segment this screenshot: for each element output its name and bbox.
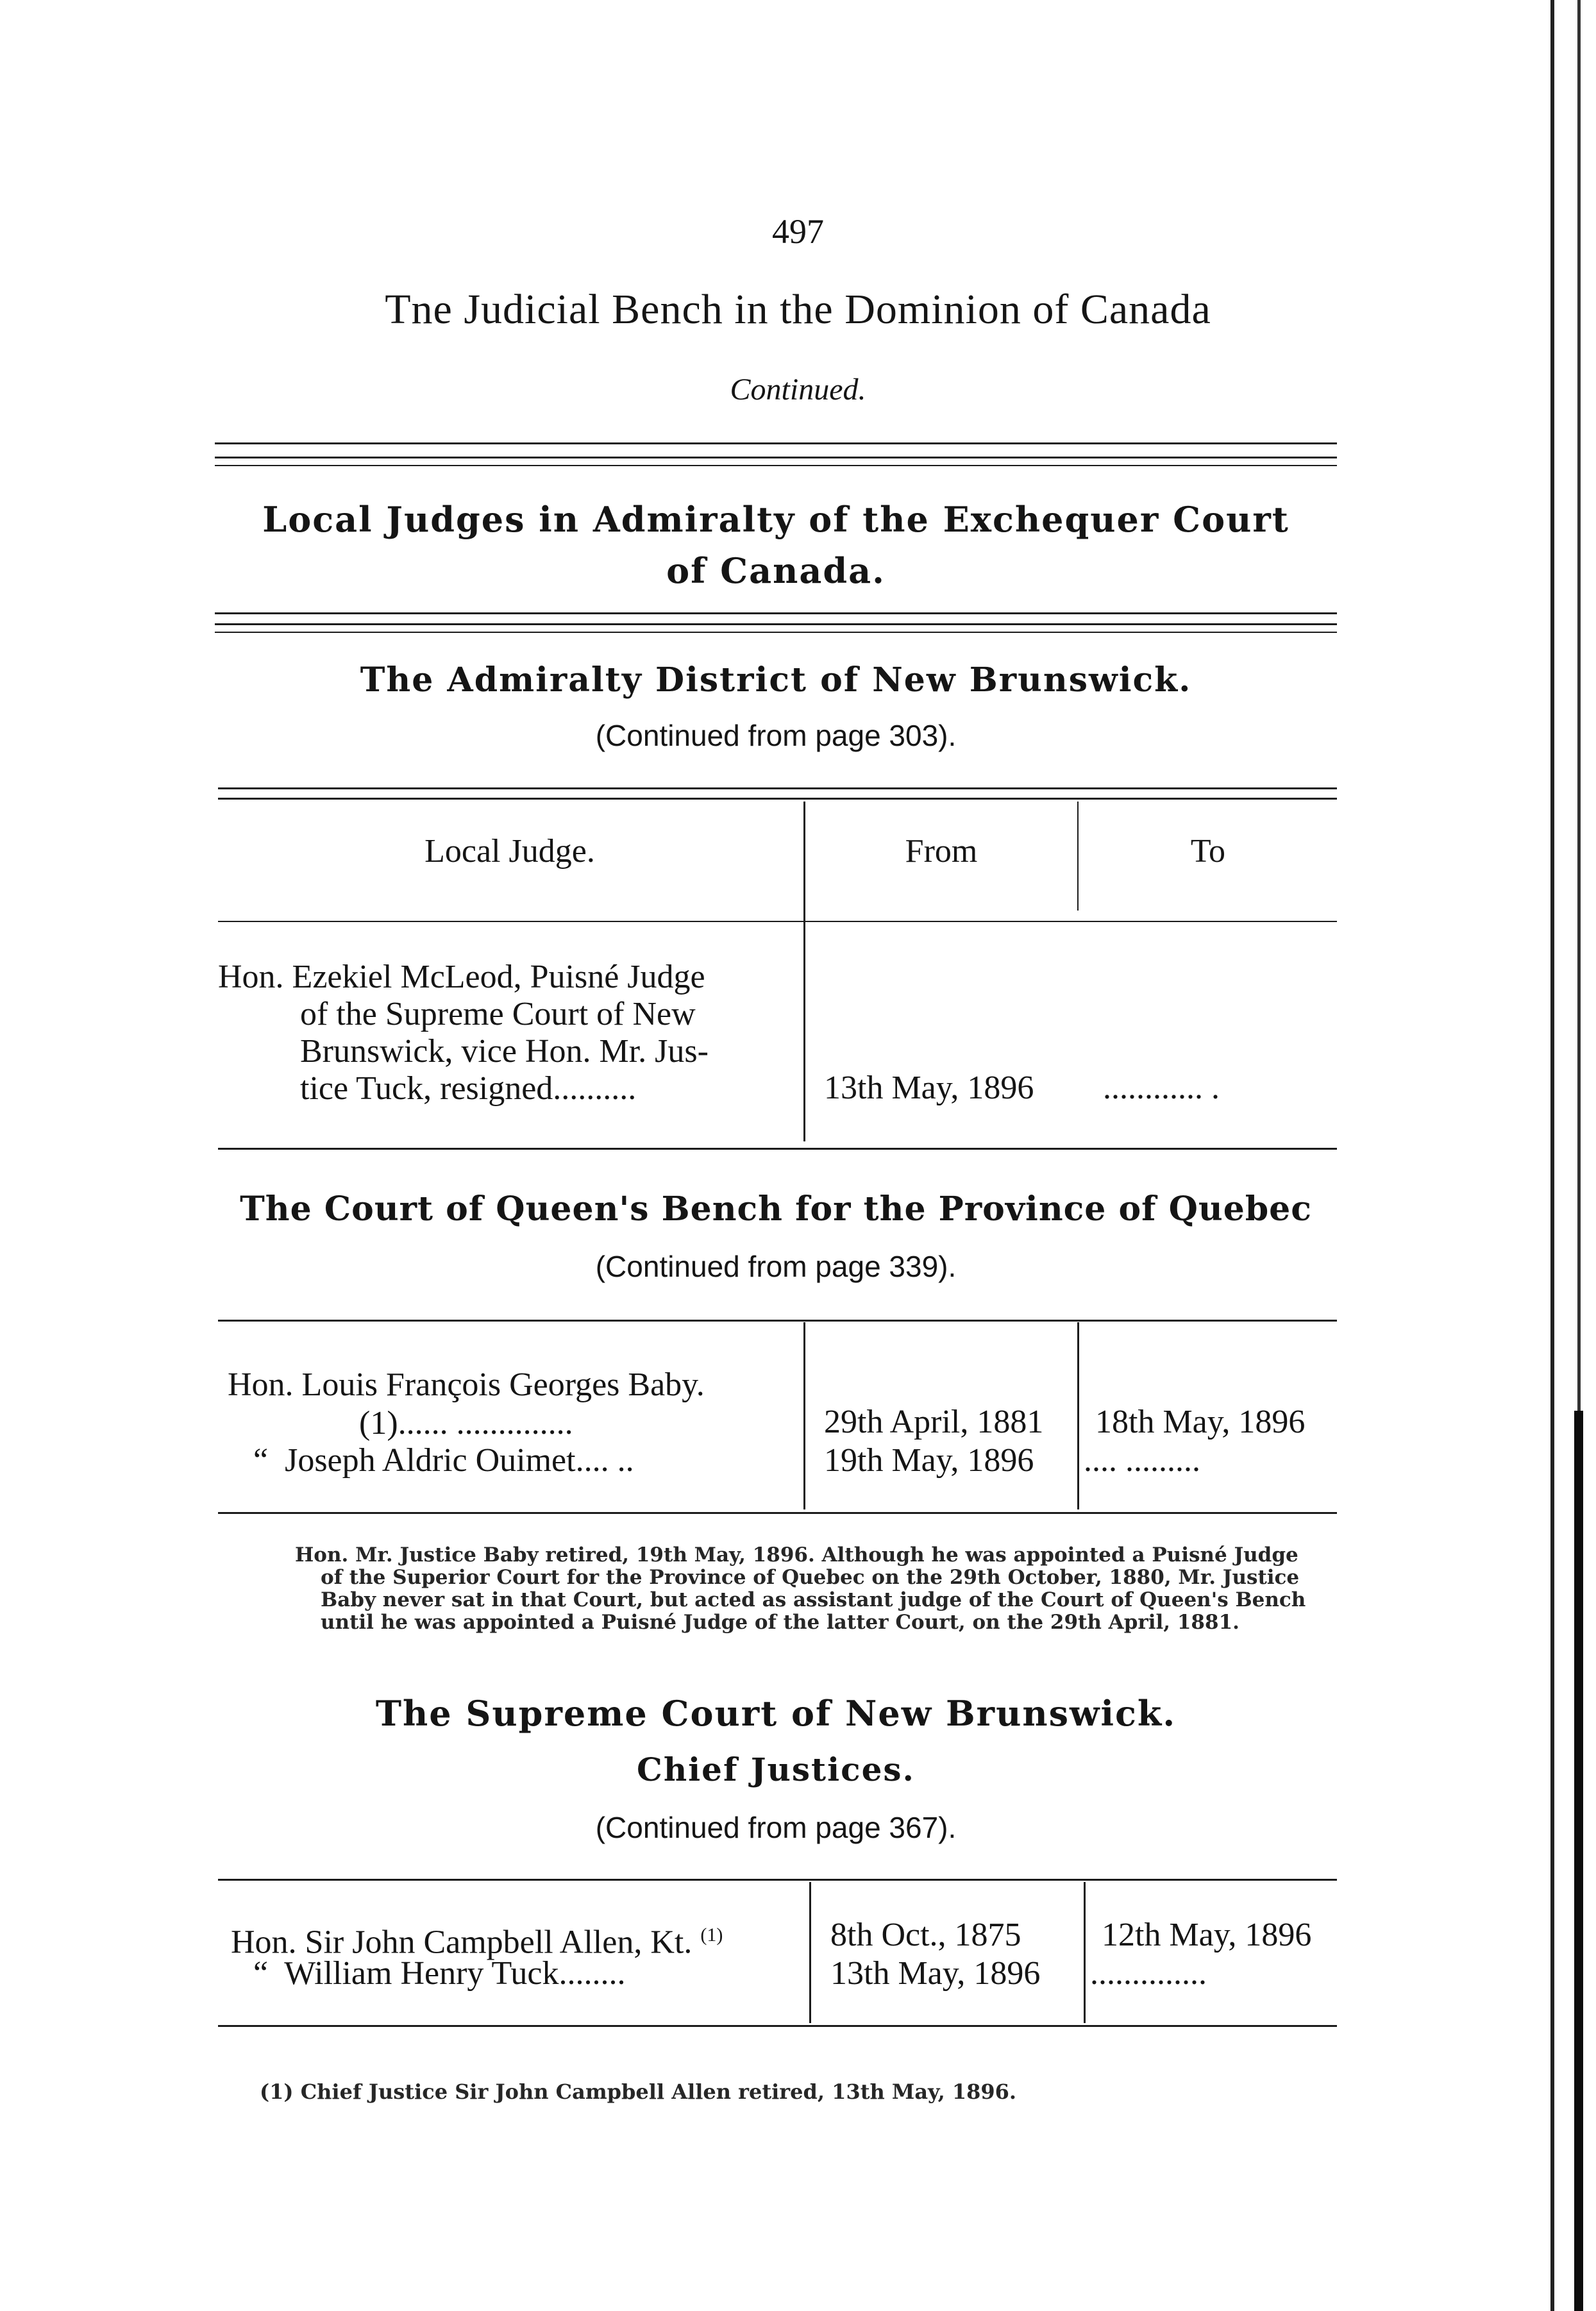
chief-justices-heading: Chief Justices.: [637, 1751, 915, 1788]
supreme-court-row-1-name: [231, 1917, 723, 1960]
double-rule-mid-b: [215, 623, 1337, 625]
supreme-court-row-2-name: “ William Henry Tuck........: [253, 1955, 626, 1992]
double-rule-top-b: [215, 457, 1337, 458]
column-header-local-judge: Local Judge.: [424, 833, 595, 870]
queens-bench-row-1-name-line2: (1)...... ..............: [359, 1405, 573, 1441]
page-edge-shadow-upper: [1577, 0, 1581, 1411]
queens-bench-continued-from: (Continued from page 339).: [595, 1250, 957, 1283]
table2-col-divider-2: [1077, 1322, 1079, 1509]
table1-col-divider-2: [1077, 802, 1079, 911]
table3-col-divider-1: [809, 1882, 811, 2023]
queens-bench-row-1-to: 18th May, 1896: [1095, 1404, 1306, 1440]
admiralty-judge-entry: [218, 959, 798, 1107]
table3-top-rule: [218, 1879, 1337, 1881]
admiralty-continued-from: (Continued from page 303).: [595, 719, 957, 752]
admiralty-judge-line1: Hon. Ezekiel McLeod, Puisné Judge: [218, 959, 705, 995]
supreme-court-row-2-to: ..............: [1090, 1955, 1207, 1992]
table3-col-divider-2: [1084, 1882, 1086, 2023]
footnote-reference: (1): [700, 1924, 723, 1945]
supreme-court-heading: The Supreme Court of New Brunswick.: [375, 1693, 1177, 1734]
double-rule-mid-a: [215, 612, 1337, 614]
supreme-court-row-1-to: 12th May, 1896: [1102, 1917, 1312, 1953]
admiralty-judge-line2: of the Supreme Court of New: [300, 996, 696, 1032]
admiralty-from-date: 13th May, 1896: [824, 1070, 1034, 1106]
queens-bench-row-2-from: 19th May, 1896: [824, 1442, 1034, 1479]
queens-bench-note-line4: until he was appointed a Puisné Judge of the latter Court, on the 29th April, 1881.: [321, 1611, 1239, 1634]
admiralty-district-heading: The Admiralty District of New Brunswick.: [360, 660, 1192, 700]
page-edge-line: [1550, 0, 1554, 2311]
table1-top-rule-b: [218, 798, 1337, 800]
queens-bench-row-1-from: 29th April, 1881: [824, 1404, 1044, 1440]
queens-bench-note-line3: Baby never sat in that Court, but acted as assistant judge of the Court of Queen's Bench: [321, 1588, 1306, 1611]
supreme-court-continued-from: (Continued from page 367).: [595, 1811, 957, 1844]
table3-bottom-rule: [218, 2025, 1337, 2027]
page-edge-shadow: [1574, 1411, 1583, 2311]
double-rule-mid-c: [215, 632, 1337, 633]
admiralty-judge-line4: tice Tuck, resigned..........: [300, 1070, 637, 1107]
admiralty-heading: [205, 494, 1347, 596]
table2-bottom-rule: [218, 1512, 1337, 1514]
queens-bench-heading: The Court of Queen's Bench for the Province of Quebec: [240, 1189, 1312, 1229]
page-number: 497: [772, 212, 824, 251]
admiralty-heading-line2: of Canada.: [666, 550, 886, 591]
admiralty-judge-line3: Brunswick, vice Hon. Mr. Jus-: [300, 1033, 709, 1070]
double-rule-top-c: [215, 465, 1337, 466]
queens-bench-row-2-to: .... .........: [1084, 1442, 1200, 1479]
continued-label: Continued.: [730, 373, 866, 407]
page-title: Tne Judicial Bench in the Dominion of Canada: [385, 286, 1211, 333]
queens-bench-row-1-name-line1: Hon. Louis François Georges Baby.: [228, 1366, 705, 1403]
supreme-court-row-1-name-text: Hon. Sir John Campbell Allen, Kt.: [231, 1924, 693, 1961]
double-rule-top-a: [215, 442, 1337, 444]
admiralty-to-date: ............ .: [1103, 1070, 1220, 1106]
queens-bench-note-line2: of the Superior Court for the Province of Quebec on the 29th October, 1880, Mr. Justice: [321, 1566, 1300, 1589]
queens-bench-note: [295, 1544, 1359, 1634]
admiralty-heading-line1: Local Judges in Admiralty of the Exchequer Court: [262, 499, 1289, 540]
table1-top-rule-a: [218, 787, 1337, 789]
table2-top-rule: [218, 1320, 1337, 1322]
queens-bench-note-line1: Hon. Mr. Justice Baby retired, 19th May, 1896. Although he was appointed a Puisné Judge: [295, 1543, 1298, 1567]
table1-header-rule: [218, 921, 1337, 922]
queens-bench-row-1-name: [228, 1366, 805, 1443]
supreme-court-row-2-from: 13th May, 1896: [830, 1955, 1041, 1992]
column-header-from: From: [905, 833, 978, 870]
supreme-court-footnote: (1) Chief Justice Sir John Campbell Allen retired, 13th May, 1896.: [260, 2080, 1017, 2104]
supreme-court-row-1-from: 8th Oct., 1875: [830, 1917, 1021, 1953]
table1-bottom-rule: [218, 1148, 1337, 1150]
queens-bench-row-2-name: “ Joseph Aldric Ouimet.... ..: [253, 1442, 634, 1479]
column-header-to: To: [1190, 833, 1226, 870]
